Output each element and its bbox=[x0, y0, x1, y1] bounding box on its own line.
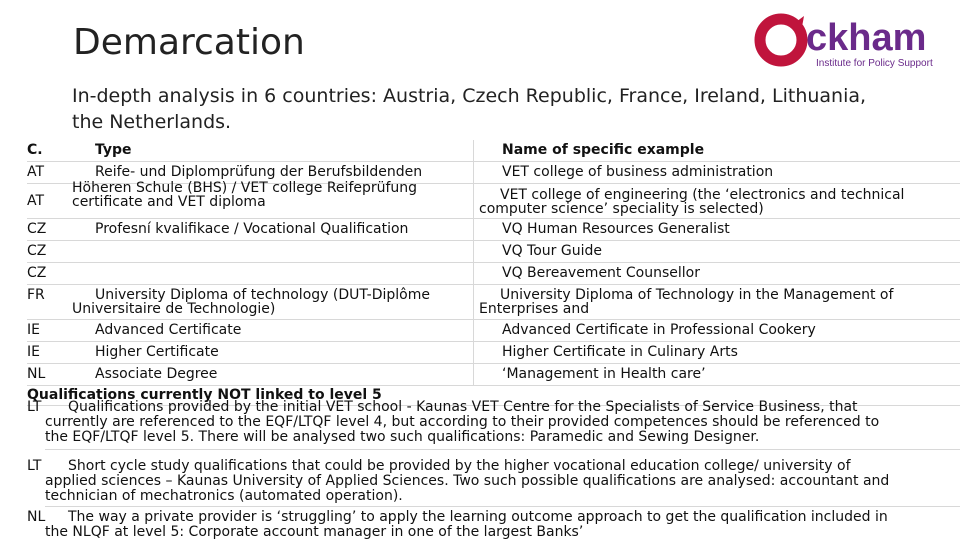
row-example: VQ Tour Guide bbox=[502, 243, 602, 259]
table-row bbox=[27, 285, 960, 320]
table-row bbox=[27, 219, 960, 241]
row-example: Higher Certificate in Culinary Arts bbox=[502, 344, 738, 360]
paragraph-line: Qualifications provided by the initial VET school - Kaunas VET Centre for the Specialists of Service Business, that bbox=[68, 399, 858, 415]
not-linked-paragraph bbox=[45, 459, 933, 504]
row-divider bbox=[45, 449, 960, 450]
row-example: VQ Human Resources Generalist bbox=[502, 221, 730, 237]
not-linked-paragraph bbox=[45, 510, 933, 540]
subtitle-line: In-depth analysis in 6 countries: Austria, Czech Republic, France, Ireland, Lithuania, bbox=[72, 85, 867, 107]
row-example bbox=[479, 188, 959, 216]
row-type: Profesní kvalifikace / Vocational Qualification bbox=[95, 221, 409, 237]
example-line: VET college of engineering (the ‘electronics and technical bbox=[500, 187, 905, 203]
row-country: FR bbox=[27, 287, 45, 303]
type-line: Universitaire de Technologie) bbox=[72, 301, 276, 317]
row-country: AT bbox=[27, 164, 45, 180]
row-country: CZ bbox=[27, 243, 47, 259]
subtitle-line: the Netherlands. bbox=[72, 111, 232, 133]
header-example: Name of specific example bbox=[502, 142, 705, 158]
paragraph-line: the EQF/LTQF level 5. There will be analysed two such qualifications: Paramedic and Sewing Designer. bbox=[45, 429, 760, 445]
paragraph-line: applied sciences – Kaunas University of Applied Sciences. Two such possible qualifications are analysed: accountant and bbox=[45, 473, 890, 489]
table-header-row bbox=[27, 140, 960, 162]
row-type: Higher Certificate bbox=[95, 344, 219, 360]
row-country: AT bbox=[27, 193, 45, 209]
table-row bbox=[27, 364, 960, 386]
not-linked-country: NL bbox=[27, 509, 46, 525]
paragraph-line: Short cycle study qualifications that could be provided by the higher vocational education college/ university of bbox=[68, 458, 851, 474]
logo-ring-icon bbox=[760, 19, 802, 61]
example-line: Enterprises and bbox=[479, 301, 590, 317]
ockham-logo bbox=[752, 10, 942, 70]
not-linked-country: LT bbox=[27, 458, 42, 474]
header-type: Type bbox=[95, 142, 132, 158]
row-type: Advanced Certificate bbox=[95, 322, 242, 338]
row-example: VET college of business administration bbox=[502, 164, 774, 180]
row-country: IE bbox=[27, 322, 40, 338]
logo-tagline: Institute for Policy Support bbox=[816, 58, 933, 69]
subtitle bbox=[72, 83, 912, 135]
table-row bbox=[27, 342, 960, 364]
demarcation-table bbox=[27, 140, 960, 406]
row-example: ‘Management in Health care’ bbox=[502, 366, 706, 382]
row-country: NL bbox=[27, 366, 46, 382]
not-linked-paragraph bbox=[45, 400, 933, 445]
table-row bbox=[27, 263, 960, 285]
paragraph-line: currently are referenced to the EQF/LTQF level 4, but according to their provided competences should be referenced to bbox=[45, 414, 880, 430]
row-divider bbox=[45, 506, 960, 507]
row-type bbox=[72, 288, 479, 316]
slide-title: Demarcation bbox=[73, 22, 305, 63]
header-country: C. bbox=[27, 142, 43, 158]
table-row bbox=[27, 320, 960, 342]
section-heading: Qualifications currently NOT linked to level 5 bbox=[27, 387, 382, 403]
example-line: University Diploma of Technology in the Management of bbox=[500, 287, 894, 303]
row-example bbox=[479, 288, 959, 316]
not-linked-country: LT bbox=[27, 399, 42, 415]
logo-wordmark: ckham bbox=[806, 17, 927, 59]
example-line: computer science’ speciality is selected) bbox=[479, 201, 764, 217]
table-row bbox=[27, 180, 960, 219]
row-country: IE bbox=[27, 344, 40, 360]
paragraph-line: technician of mechatronics (automated operation). bbox=[45, 488, 403, 504]
row-type: Reife- und Diplomprüfung der Berufsbildenden bbox=[95, 164, 423, 180]
paragraph-line: the NLQF at level 5: Corporate account manager in one of the largest Banks’ bbox=[45, 524, 584, 540]
type-line: certificate and VET diploma bbox=[72, 194, 266, 210]
type-line: University Diploma of technology (DUT-Diplôme bbox=[95, 287, 430, 303]
row-example: VQ Bereavement Counsellor bbox=[502, 265, 700, 281]
type-line: Höheren Schule (BHS) / VET college Reifeprüfung bbox=[72, 180, 418, 196]
row-type bbox=[72, 181, 479, 209]
row-country: CZ bbox=[27, 221, 47, 237]
table-row bbox=[27, 241, 960, 263]
paragraph-line: The way a private provider is ‘struggling’ to apply the learning outcome approach to get the qualification included in bbox=[68, 509, 888, 525]
row-country: CZ bbox=[27, 265, 47, 281]
row-type: Associate Degree bbox=[95, 366, 218, 382]
row-example: Advanced Certificate in Professional Cookery bbox=[502, 322, 816, 338]
